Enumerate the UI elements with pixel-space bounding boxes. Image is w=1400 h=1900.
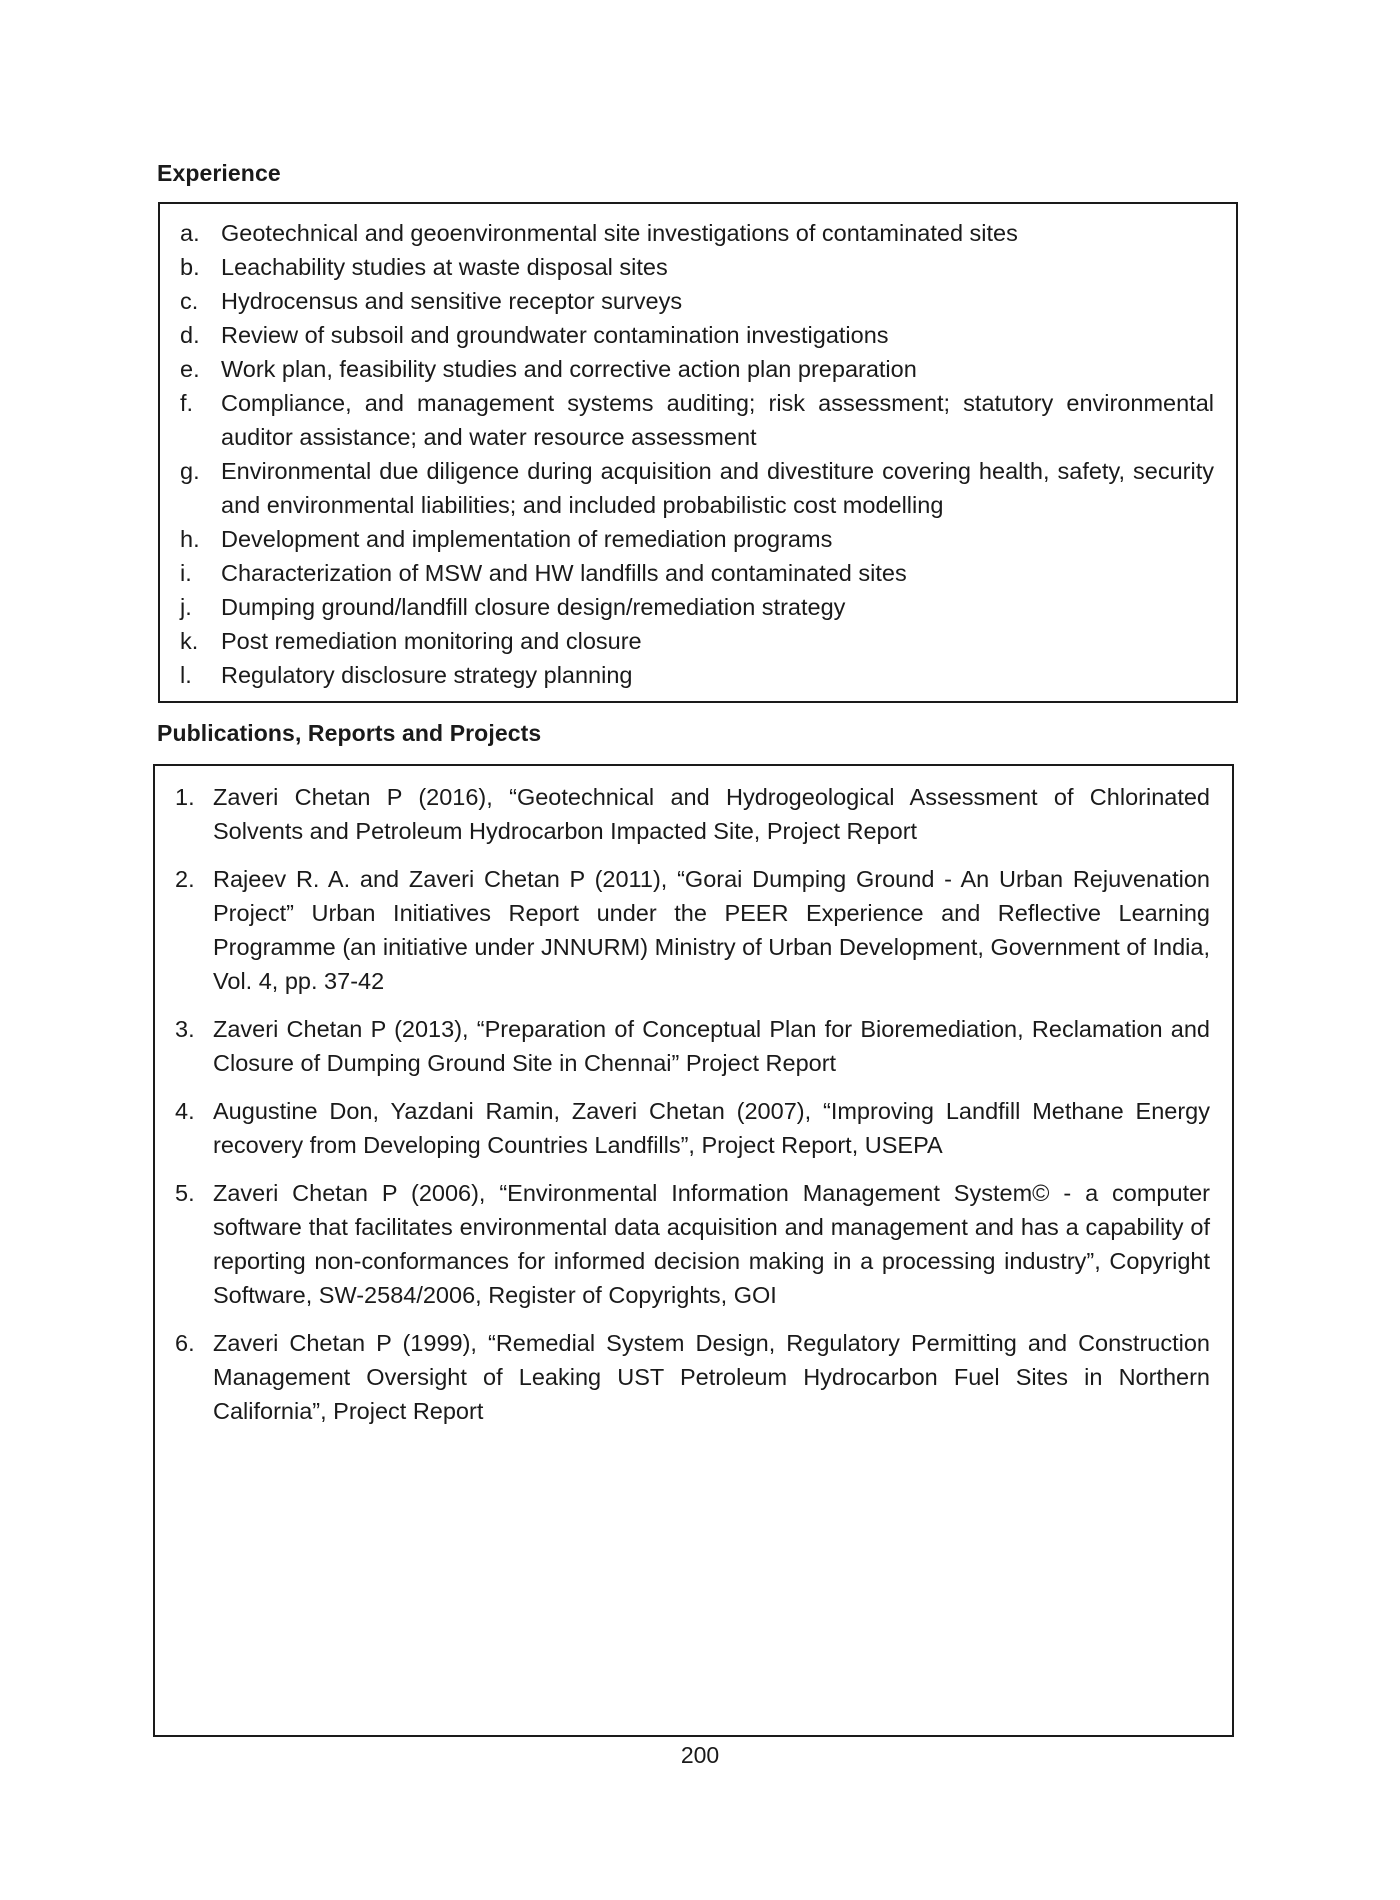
experience-item-text: Geotechnical and geoenvironmental site investigations of contaminated sites — [221, 220, 1018, 246]
experience-item-marker: k. — [180, 628, 199, 654]
experience-item-marker: l. — [180, 662, 192, 688]
experience-item-text: Dumping ground/landfill closure design/remediation strategy — [221, 594, 846, 620]
experience-item-marker: h. — [180, 526, 200, 552]
experience-item-text: Regulatory disclosure strategy planning — [221, 662, 633, 688]
publication-item-text: Rajeev R. A. and Zaveri Chetan P (2011), “Gorai Dumping Ground - An Urban Rejuvenation Project” Urban Initiatives Report under the PEER Experience and Reflective Learning Programme (an initiative under JNNURM) Ministry of Urban Development, Government of India, Vol. 4, pp. 37-42 — [213, 866, 1210, 994]
experience-item-marker: e. — [180, 356, 200, 382]
publication-item-number: 3. — [175, 1016, 195, 1042]
experience-item — [180, 522, 1214, 556]
experience-item — [180, 454, 1214, 522]
experience-item-text: Post remediation monitoring and closure — [221, 628, 642, 654]
experience-item — [180, 590, 1214, 624]
publications-heading: Publications, Reports and Projects — [157, 720, 542, 746]
experience-item-marker: c. — [180, 288, 199, 314]
publication-item — [175, 780, 1210, 848]
page-number: 200 — [680, 1742, 720, 1768]
publication-item — [175, 1326, 1210, 1428]
experience-item-text: Compliance, and management systems auditing; risk assessment; statutory environmental auditor assistance; and water resource assessment — [221, 390, 1214, 450]
publication-item — [175, 1176, 1210, 1312]
experience-item — [180, 386, 1214, 454]
publication-item-number: 6. — [175, 1330, 195, 1356]
experience-item — [180, 284, 1214, 318]
publications-box — [153, 764, 1234, 1737]
publication-item-text: Zaveri Chetan P (2006), “Environmental Information Management System© - a computer software that facilitates environmental data acquisition and management and has a capability of reporting non-conformances for informed decision making in a processing industry”, Copyright Software, SW-2584/2006, Register of Copyrights, GOI — [213, 1180, 1210, 1308]
experience-item-marker: i. — [180, 560, 192, 586]
experience-item-marker: a. — [180, 220, 200, 246]
experience-item-marker: j. — [180, 594, 192, 620]
experience-heading: Experience — [157, 160, 281, 186]
experience-item-marker: f. — [180, 390, 194, 416]
experience-item-marker: d. — [180, 322, 200, 348]
publication-item-number: 4. — [175, 1098, 195, 1124]
experience-item-text: Review of subsoil and groundwater contamination investigations — [221, 322, 889, 348]
experience-item-text: Characterization of MSW and HW landfills and contaminated sites — [221, 560, 907, 586]
publication-item-text: Zaveri Chetan P (2016), “Geotechnical and Hydrogeological Assessment of Chlorinated Solvents and Petroleum Hydrocarbon Impacted Site, Project Report — [213, 784, 1210, 844]
publication-item-text: Augustine Don, Yazdani Ramin, Zaveri Chetan (2007), “Improving Landfill Methane Energy recovery from Developing Countries Landfills”, Project Report, USEPA — [213, 1098, 1210, 1158]
experience-item-text: Development and implementation of remediation programs — [221, 526, 833, 552]
experience-item-text: Environmental due diligence during acquisition and divestiture covering health, safety, security and environmental liabilities; and included probabilistic cost modelling — [221, 458, 1214, 518]
experience-item-text: Leachability studies at waste disposal sites — [221, 254, 668, 280]
publications-list — [175, 780, 1210, 1428]
publication-item-text: Zaveri Chetan P (2013), “Preparation of Conceptual Plan for Bioremediation, Reclamation and Closure of Dumping Ground Site in Chennai” Project Report — [213, 1016, 1210, 1076]
experience-item-marker: g. — [180, 458, 200, 484]
experience-item — [180, 352, 1214, 386]
experience-item — [180, 318, 1214, 352]
experience-item — [180, 624, 1214, 658]
publication-item — [175, 1012, 1210, 1080]
experience-item — [180, 556, 1214, 590]
publication-item-number: 1. — [175, 784, 195, 810]
publication-item — [175, 1094, 1210, 1162]
experience-item — [180, 658, 1214, 692]
publication-item — [175, 862, 1210, 998]
experience-item — [180, 250, 1214, 284]
publication-item-number: 5. — [175, 1180, 195, 1206]
experience-item-text: Hydrocensus and sensitive receptor surveys — [221, 288, 683, 314]
experience-item-marker: b. — [180, 254, 200, 280]
experience-list — [180, 216, 1214, 692]
experience-box — [158, 202, 1238, 703]
publication-item-number: 2. — [175, 866, 195, 892]
experience-item-text: Work plan, feasibility studies and corrective action plan preparation — [221, 356, 917, 382]
publication-item-text: Zaveri Chetan P (1999), “Remedial System Design, Regulatory Permitting and Construction Management Oversight of Leaking UST Petroleum Hydrocarbon Fuel Sites in Northern California”, Project Report — [213, 1330, 1210, 1424]
experience-item — [180, 216, 1214, 250]
